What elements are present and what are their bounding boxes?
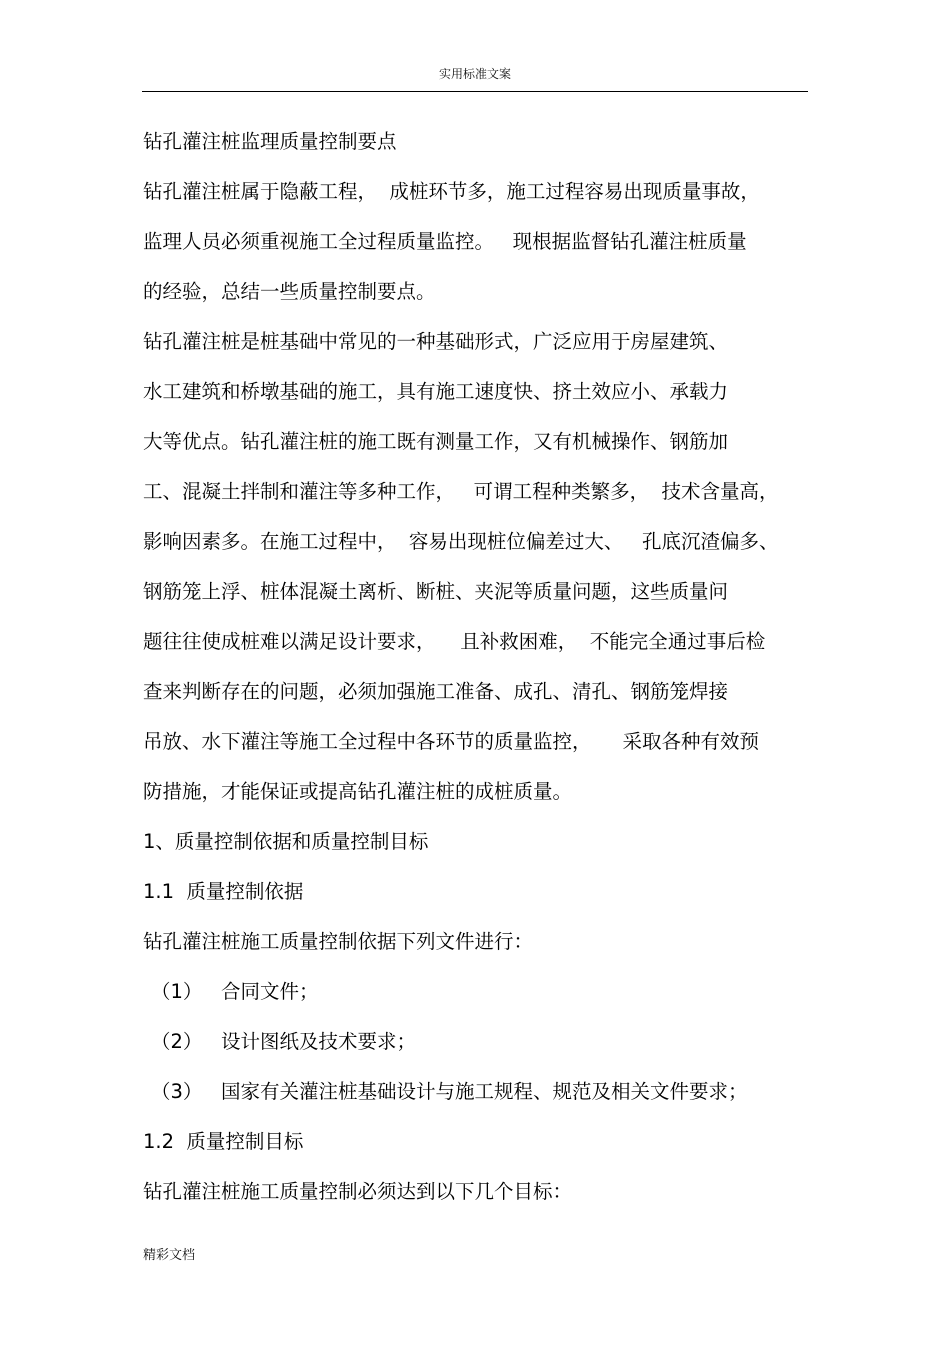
page-header: 实用标准文案: [438, 67, 511, 81]
paragraph-line: 钻孔灌注桩施工质量控制必须达到以下几个目标：: [143, 1180, 573, 1203]
paragraph-line: 的经验，总结一些质量控制要点。: [143, 280, 436, 303]
paragraph-line: 监理人员必须重视施工全过程质量监控。 现根据监督钻孔灌注桩质量: [143, 230, 747, 253]
list-item: （3） 国家有关灌注桩基础设计与施工规程、规范及相关文件要求；: [151, 1080, 748, 1103]
list-item: （2） 设计图纸及技术要求；: [151, 1030, 417, 1053]
section-heading: 1、质量控制依据和质量控制目标: [143, 830, 429, 853]
paragraph-line: 防措施，才能保证或提高钻孔灌注桩的成桩质量。: [143, 780, 573, 803]
subsection-heading: 1.2 质量控制目标: [143, 1130, 304, 1153]
paragraph-line: 吊放、水下灌注等施工全过程中各环节的质量监控， 采取各种有效预: [143, 730, 759, 753]
page-footer: 精彩文档: [143, 1248, 196, 1263]
paragraph-line: 钻孔灌注桩施工质量控制依据下列文件进行：: [143, 930, 534, 953]
paragraph-line: 大等优点。钻孔灌注桩的施工既有测量工作，又有机械操作、钢筋加: [143, 430, 729, 453]
paragraph-line: 钢筋笼上浮、桩体混凝土离析、断桩、夹泥等质量问题，这些质量问: [143, 580, 729, 603]
paragraph-line: 影响因素多。在施工过程中， 容易出现桩位偏差过大、 孔底沉渣偏多、: [143, 530, 779, 553]
paragraph-line: 钻孔灌注桩是桩基础中常见的一种基础形式，广泛应用于房屋建筑、: [143, 330, 729, 353]
paragraph-line: 钻孔灌注桩属于隐蔽工程， 成桩环节多，施工过程容易出现质量事故，: [143, 180, 760, 203]
document-title: 钻孔灌注桩监理质量控制要点: [143, 130, 397, 153]
paragraph-line: 查来判断存在的问题，必须加强施工准备、成孔、清孔、钢筋笼焊接: [143, 680, 729, 703]
paragraph-line: 水工建筑和桥墩基础的施工，具有施工速度快、挤土效应小、承载力: [143, 380, 729, 403]
list-item: （1） 合同文件；: [151, 980, 319, 1003]
header-divider: [142, 91, 808, 92]
document-body: [143, 126, 823, 1226]
paragraph-line: 工、混凝土拌制和灌注等多种工作， 可谓工程种类繁多， 技术含量高，: [143, 480, 779, 503]
subsection-heading: 1.1 质量控制依据: [143, 880, 304, 903]
paragraph-line: 题往往使成桩难以满足设计要求， 且补救困难， 不能完全通过事后检: [143, 630, 766, 653]
